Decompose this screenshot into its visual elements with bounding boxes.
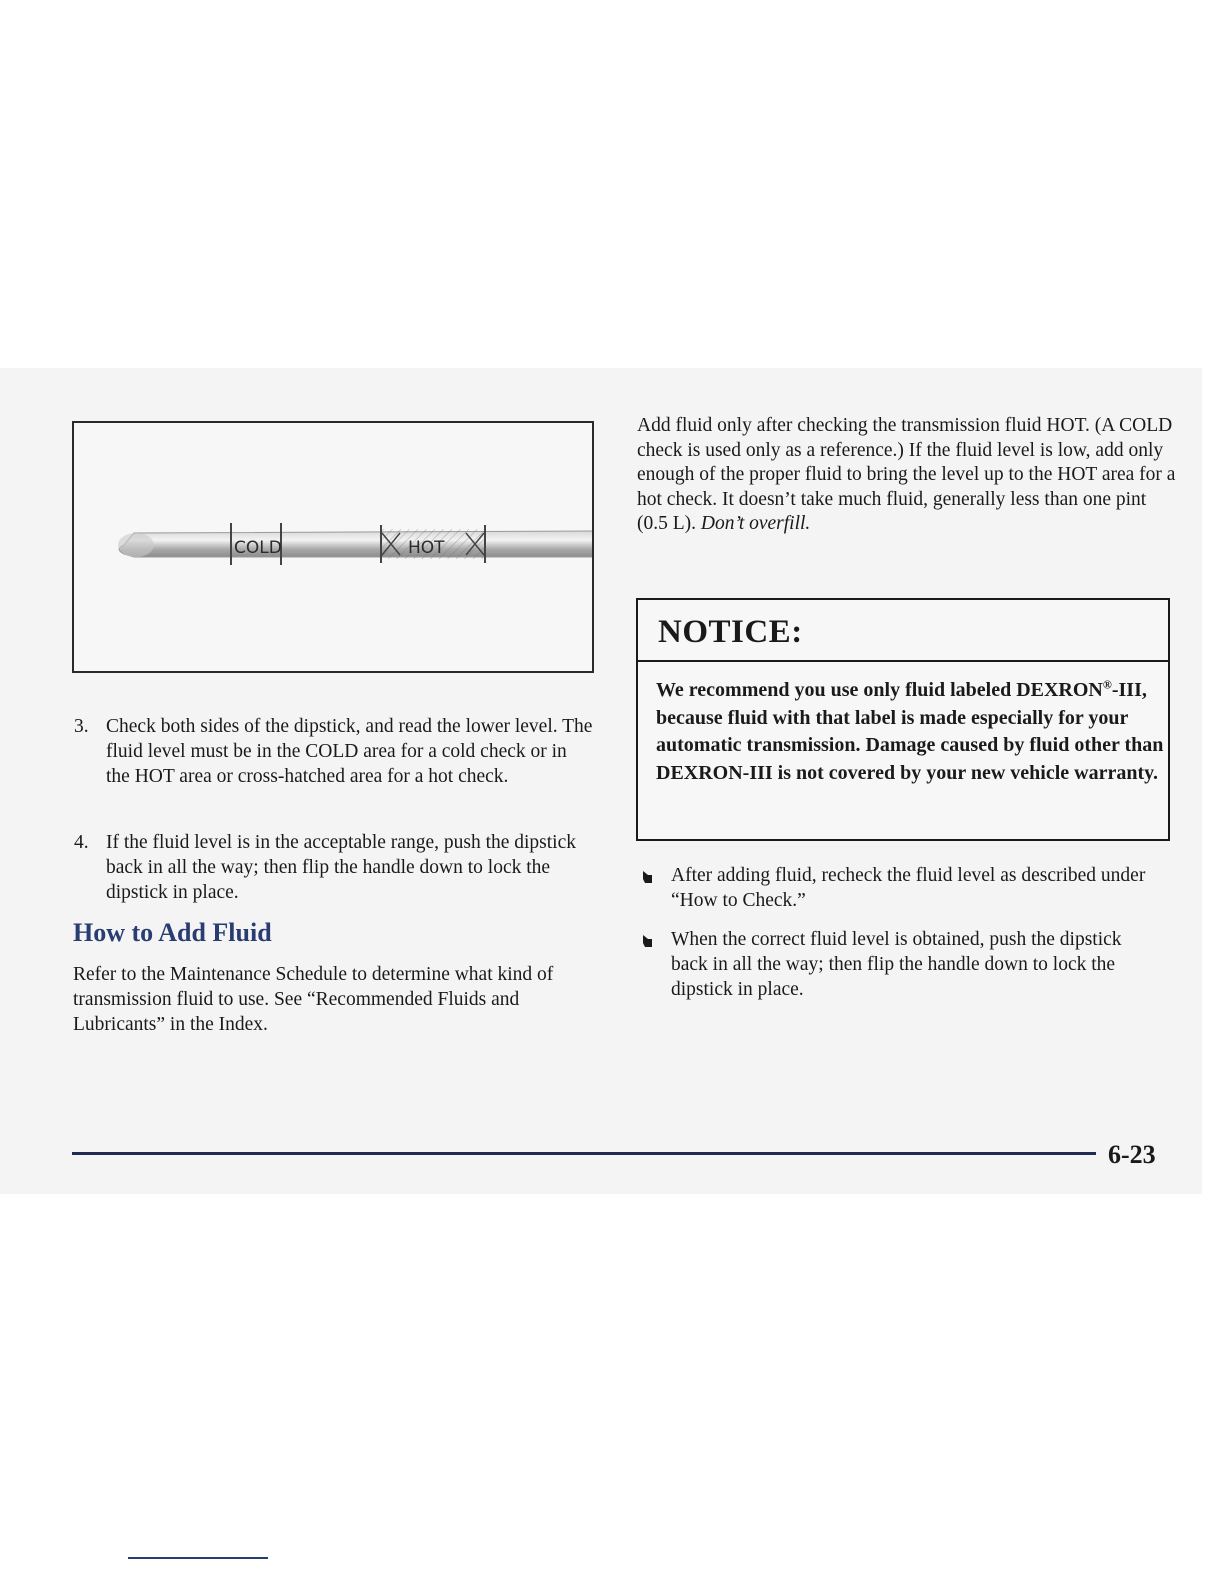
dipstick-illustration-icon xyxy=(74,423,594,673)
page-number: 6-23 xyxy=(1108,1140,1156,1169)
step-3 xyxy=(74,714,594,789)
section-intro: Refer to the Maintenance Schedule to determine what kind of transmission fluid to use. See “Recommended Fluids and Lubricants” in the Index. xyxy=(73,964,554,1035)
bullet-text: When the correct fluid level is obtained, push the dipstick back in all the way; then flip the handle down to lock the dipstick in place. xyxy=(671,929,1122,1000)
cold-mark-label: COLD xyxy=(234,538,282,558)
registered-mark: ® xyxy=(1102,677,1112,692)
notice-body xyxy=(638,662,1168,787)
step-text: Check both sides of the dipstick, and read the lower level. The fluid level must be in the COLD area for a cold check or in the HOT area or cross-hatched area for a hot check. xyxy=(106,716,593,787)
pointing-bullet-icon xyxy=(642,935,652,947)
bullet-item xyxy=(640,927,1160,1002)
notice-box xyxy=(636,598,1170,841)
bottom-divider xyxy=(128,1557,268,1559)
overfill-warning: Don’t overfill. xyxy=(700,513,811,535)
step-number: 4. xyxy=(74,832,89,853)
step-4 xyxy=(74,830,594,905)
pointing-bullet-icon xyxy=(642,871,652,883)
step-text: If the fluid level is in the acceptable range, push the dipstick back in all the way; then flip the handle down to lock the dipstick in place. xyxy=(106,832,577,903)
bullet-item xyxy=(640,863,1160,913)
notice-text-part1: We recommend you use only fluid labeled DEXRON xyxy=(656,679,1103,701)
notice-text-part2: -III, because fluid with that label is made especially for your automatic transmission. Damage caused by fluid other than DEXRON-III is not covered by your new vehicle warranty. xyxy=(656,679,1164,784)
add-fluid-text: Add fluid only after checking the transmission fluid HOT. (A COLD check is used only as a reference.) If the fluid level is low, add only enough of the proper fluid to bring the level up to the HOT area for a hot check. It doesn’t take much fluid, generally less than one pint (0.5 L). xyxy=(637,415,1176,535)
add-fluid-paragraph xyxy=(637,414,1177,537)
section-heading: How to Add Fluid xyxy=(73,918,272,947)
bullet-text: After adding fluid, recheck the fluid level as described under “How to Check.” xyxy=(671,865,1146,911)
step-number: 3. xyxy=(74,716,89,737)
hot-mark-label: HOT xyxy=(408,538,445,558)
footer-rule xyxy=(72,1152,1096,1155)
notice-title: NOTICE: xyxy=(638,600,1168,662)
dipstick-figure xyxy=(72,421,594,673)
